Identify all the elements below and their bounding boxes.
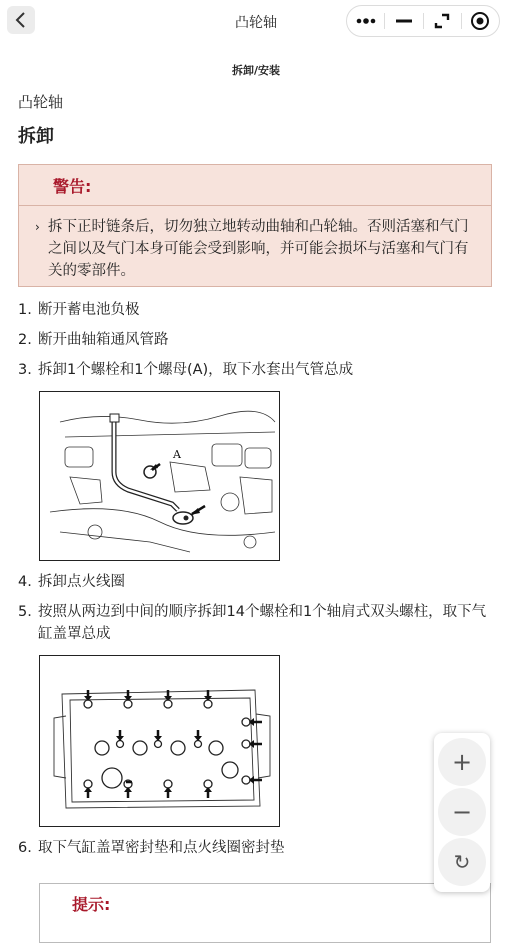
step-text: 拆卸1个螺栓和1个螺母(A)，取下水套出气管总成 <box>38 362 354 378</box>
warning-text: 拆下正时链条后，切勿独立地转动曲轴和凸轮轴。否则活塞和气门之间以及气门本身可能会受到影响，并可能会损坏与活塞和气门有关的零部件。 <box>48 219 469 279</box>
water-outlet-pipe-diagram <box>39 391 280 561</box>
step-number: 3. <box>18 362 32 378</box>
warning-box <box>18 164 492 287</box>
list-item <box>18 571 492 593</box>
plus-icon: + <box>451 748 473 776</box>
minus-icon: − <box>451 798 473 826</box>
minus-icon <box>396 19 412 23</box>
expand-icon <box>434 13 450 29</box>
section-heading: 拆卸 <box>18 126 54 147</box>
step-number: 2. <box>18 332 32 348</box>
tip-box <box>39 883 491 943</box>
mini-program-capsule <box>346 5 500 37</box>
step-number: 6. <box>18 840 32 856</box>
step-number: 1. <box>18 302 32 318</box>
list-item <box>18 359 492 381</box>
figure-label-a: A <box>173 448 181 461</box>
zoom-in-button[interactable] <box>438 738 486 786</box>
minimize-button[interactable] <box>385 6 422 36</box>
engine-diagram-2 <box>40 656 279 826</box>
warning-body <box>19 206 491 286</box>
zoom-out-button[interactable] <box>438 788 486 836</box>
document-content <box>18 90 492 943</box>
list-item <box>18 601 492 645</box>
step-list <box>18 299 492 859</box>
step-text: 取下气缸盖罩密封垫和点火线圈密封垫 <box>38 840 285 856</box>
step-text: 拆卸点火线圈 <box>38 574 125 590</box>
warning-title: 警告: <box>19 165 491 206</box>
expand-button[interactable] <box>424 6 461 36</box>
zoom-controls <box>434 733 490 892</box>
target-circle-icon <box>470 11 490 31</box>
list-item <box>18 329 492 351</box>
cylinder-head-cover-diagram <box>39 655 280 827</box>
section-label: 凸轮轴 <box>18 93 64 111</box>
step-number: 5. <box>18 604 32 620</box>
close-button[interactable] <box>462 6 499 36</box>
zoom-reset-button[interactable] <box>438 838 486 886</box>
tip-title: 提示: <box>72 895 111 914</box>
document-subtitle: 拆卸/安装 <box>231 64 281 77</box>
top-bar <box>0 0 512 44</box>
step-text: 按照从两边到中间的顺序拆卸14个螺栓和1个轴肩式双头螺柱，取下气缸盖罩总成 <box>38 604 487 642</box>
step-text: 断开曲轴箱通风管路 <box>38 332 169 348</box>
step-number: 4. <box>18 574 32 590</box>
refresh-icon: ↻ <box>453 850 471 874</box>
more-dots-icon <box>356 18 376 24</box>
list-item <box>18 299 492 321</box>
chevron-right-icon: › <box>35 220 40 234</box>
more-button[interactable] <box>347 6 384 36</box>
engine-diagram-1 <box>40 392 279 560</box>
step-text: 断开蓄电池负极 <box>38 302 140 318</box>
list-item <box>18 837 492 859</box>
page-title: 凸轮轴 <box>235 15 277 31</box>
